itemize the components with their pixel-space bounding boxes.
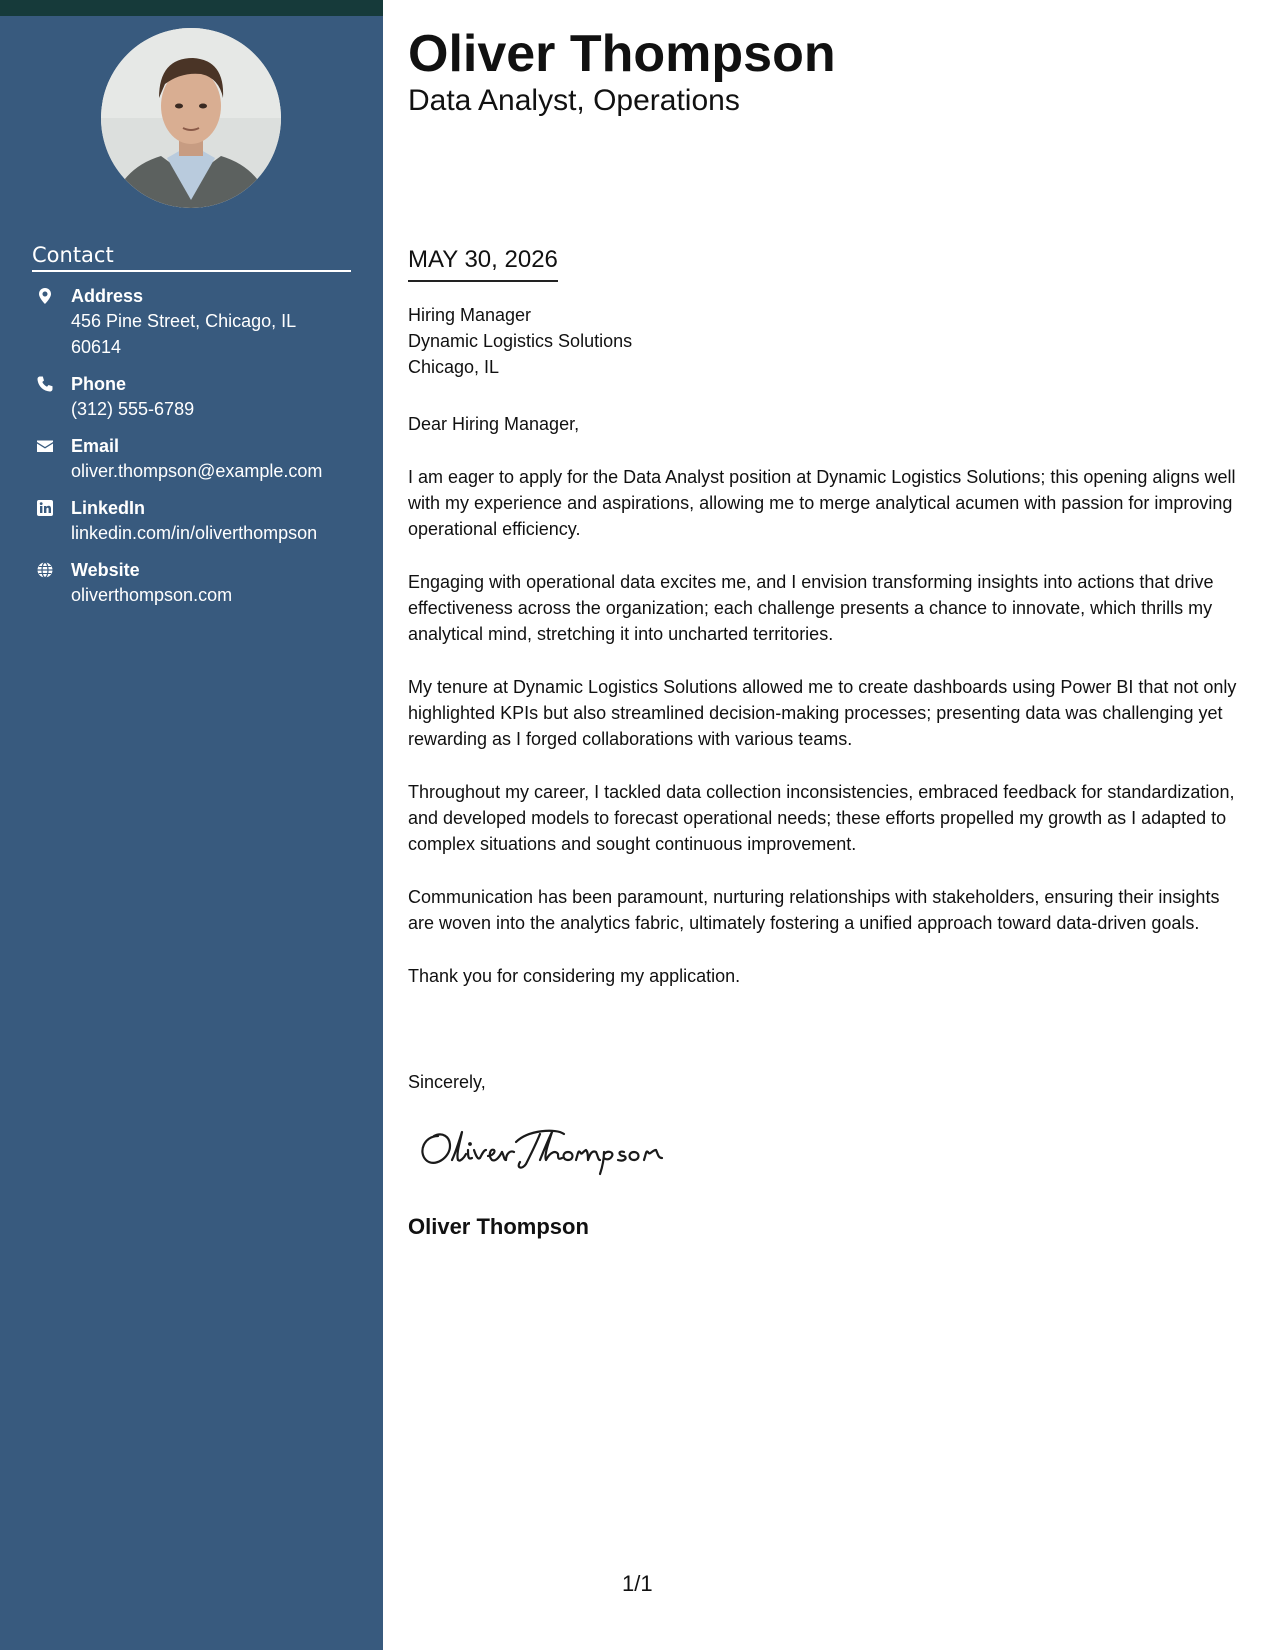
applicant-name: Oliver Thompson (408, 25, 836, 83)
sidebar-top-bar (0, 0, 383, 16)
email-link[interactable]: oliver.thompson@example.com (71, 461, 323, 481)
letter-body (408, 411, 1244, 1016)
linkedin-link[interactable]: linkedin.com/in/oliverthompson (71, 523, 318, 543)
thanks-line: Thank you for considering my application. (408, 966, 741, 986)
contact-label: Website (71, 560, 140, 580)
envelope-icon (36, 437, 54, 455)
recipient-line: Hiring Manager (408, 305, 532, 325)
contact-heading: Contact (32, 240, 351, 272)
job-title: Data Analyst, Operations (408, 84, 740, 117)
body-paragraph: Throughout my career, I tackled data collection inconsistencies, embraced feedback for standardization, and developed models to forecast operational needs; these efforts propelled my growth as I adapted to complex situations and sought continuous improvement. (408, 782, 1235, 854)
contact-label: Address (71, 286, 144, 306)
recipient-line: Dynamic Logistics Solutions (408, 331, 633, 351)
website-link[interactable]: oliverthompson.com (71, 585, 233, 605)
page-number: 1/1 (622, 1571, 653, 1596)
contact-label: LinkedIn (71, 498, 146, 518)
contact-item-phone (32, 372, 372, 422)
contact-item-address (32, 284, 372, 360)
contact-label: Phone (71, 374, 127, 394)
address-value: 456 Pine Street, Chicago, IL 60614 (71, 311, 296, 357)
linkedin-icon (36, 499, 54, 517)
salutation: Dear Hiring Manager, (408, 414, 580, 434)
globe-icon (36, 561, 54, 579)
recipient-line: Chicago, IL (408, 357, 500, 377)
body-paragraph: Engaging with operational data excites me, and I envision transforming insights into actions that drive effectiveness across the organization; each challenge presents a chance to innovate, which thrills my analytical mind, stretching it into uncharted territories. (408, 572, 1214, 644)
avatar (101, 28, 281, 208)
body-paragraph: Communication has been paramount, nurturing relationships with stakeholders, ensuring their insights are woven into the analytics fabric, ultimately fostering a unified approach toward data-driven goals. (408, 887, 1220, 933)
recipient-block (408, 302, 632, 380)
handwritten-signature (416, 1122, 676, 1178)
profile-photo (101, 28, 281, 208)
contact-list (32, 284, 372, 620)
contact-item-website (32, 558, 372, 608)
contact-item-email (32, 434, 372, 484)
closing: Sincerely, (408, 1072, 486, 1092)
letter-date: MAY 30, 2026 (408, 244, 558, 282)
phone-icon (36, 375, 54, 393)
signature (416, 1122, 676, 1178)
contact-label: Email (71, 436, 120, 456)
map-pin-icon (36, 287, 54, 305)
phone-value: (312) 555-6789 (71, 399, 195, 419)
body-paragraph: I am eager to apply for the Data Analyst position at Dynamic Logistics Solutions; this opening aligns well with my experience and aspirations, allowing me to merge analytical acumen with passion for improving operational efficiency. (408, 467, 1236, 539)
contact-item-linkedin (32, 496, 372, 546)
body-paragraph: My tenure at Dynamic Logistics Solutions allowed me to create dashboards using Power BI that not only highlighted KPIs but also streamlined decision-making processes; presenting data was challenging yet rewarding as I forged collaborations with various teams. (408, 677, 1237, 749)
sidebar (0, 0, 383, 1650)
signer-name: Oliver Thompson (408, 1214, 589, 1239)
